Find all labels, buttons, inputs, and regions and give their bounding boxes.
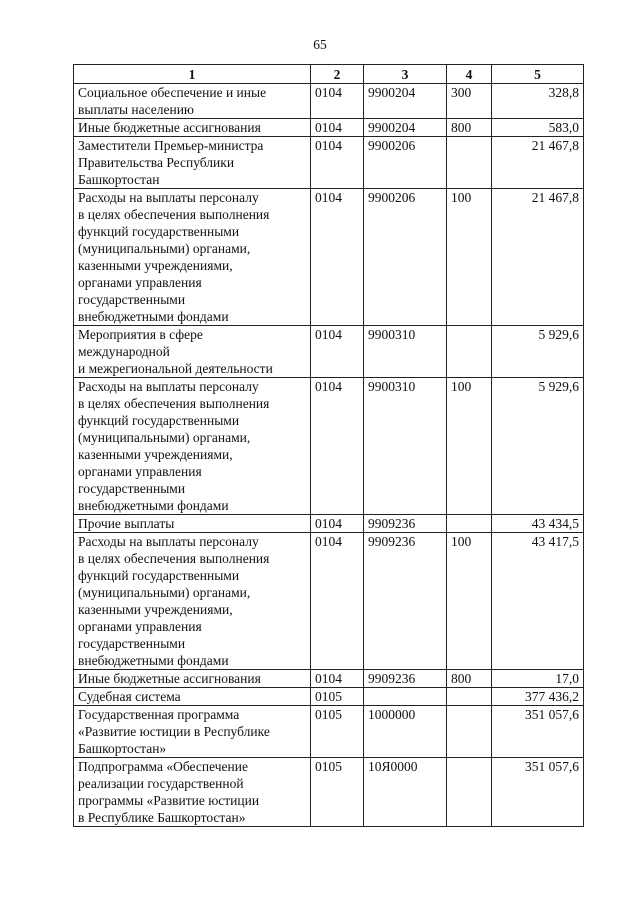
row-target-article-cell: 9900204 xyxy=(364,84,447,119)
row-name-cell: Мероприятия в сфере международной и межрегиональной деятельности xyxy=(74,326,311,378)
row-amount-cell: 328,8 xyxy=(492,84,584,119)
row-amount-cell: 583,0 xyxy=(492,119,584,137)
row-expense-type-cell xyxy=(447,706,492,758)
row-section-cell: 0104 xyxy=(311,533,364,670)
row-section-cell: 0104 xyxy=(311,119,364,137)
table-row xyxy=(74,670,584,688)
row-expense-type-cell: 800 xyxy=(447,119,492,137)
row-target-article-cell: 9900206 xyxy=(364,137,447,189)
row-section-cell: 0104 xyxy=(311,670,364,688)
row-name-cell: Заместители Премьер-министра Правительства Республики Башкортостан xyxy=(74,137,311,189)
table-row xyxy=(74,84,584,119)
row-name-cell: Расходы на выплаты персоналу в целях обеспечения выполнения функций государственными (муниципальными) органами, казенными учреждениями, органами управления государственными внебюджетными фондами xyxy=(74,378,311,515)
row-expense-type-cell xyxy=(447,758,492,827)
row-section-cell: 0104 xyxy=(311,326,364,378)
row-target-article-cell: 9900310 xyxy=(364,326,447,378)
row-amount-cell: 351 057,6 xyxy=(492,706,584,758)
table-row xyxy=(74,688,584,706)
row-amount-cell: 21 467,8 xyxy=(492,137,584,189)
table-row xyxy=(74,189,584,326)
row-section-cell: 0104 xyxy=(311,84,364,119)
row-amount-cell: 17,0 xyxy=(492,670,584,688)
row-section-cell: 0105 xyxy=(311,758,364,827)
row-amount-cell: 5 929,6 xyxy=(492,326,584,378)
row-name-cell: Расходы на выплаты персоналу в целях обеспечения выполнения функций государственными (муниципальными) органами, казенными учреждениями, органами управления государственными внебюджетными фондами xyxy=(74,533,311,670)
row-target-article-cell xyxy=(364,688,447,706)
table-row xyxy=(74,533,584,670)
table-row xyxy=(74,119,584,137)
row-target-article-cell: 9909236 xyxy=(364,515,447,533)
row-section-cell: 0105 xyxy=(311,706,364,758)
header-col-5: 5 xyxy=(492,65,584,84)
row-section-cell: 0104 xyxy=(311,378,364,515)
table-row xyxy=(74,758,584,827)
page-number: 65 xyxy=(313,37,327,52)
row-target-article-cell: 9900204 xyxy=(364,119,447,137)
row-section-cell: 0105 xyxy=(311,688,364,706)
row-name-cell: Подпрограмма «Обеспечение реализации государственной программы «Развитие юстиции в Республике Башкортостан» xyxy=(74,758,311,827)
row-name-cell: Иные бюджетные ассигнования xyxy=(74,119,311,137)
row-expense-type-cell: 100 xyxy=(447,533,492,670)
row-expense-type-cell xyxy=(447,326,492,378)
row-amount-cell: 21 467,8 xyxy=(492,189,584,326)
table-row xyxy=(74,515,584,533)
table-header-row xyxy=(74,65,584,84)
row-target-article-cell: 9900310 xyxy=(364,378,447,515)
row-amount-cell: 5 929,6 xyxy=(492,378,584,515)
row-expense-type-cell: 300 xyxy=(447,84,492,119)
header-col-2: 2 xyxy=(311,65,364,84)
row-expense-type-cell xyxy=(447,688,492,706)
row-expense-type-cell: 800 xyxy=(447,670,492,688)
header-col-4: 4 xyxy=(447,65,492,84)
table-row xyxy=(74,378,584,515)
row-section-cell: 0104 xyxy=(311,189,364,326)
row-expense-type-cell: 100 xyxy=(447,378,492,515)
row-target-article-cell: 9909236 xyxy=(364,670,447,688)
table-body xyxy=(74,84,584,827)
table-row xyxy=(74,137,584,189)
table-row xyxy=(74,326,584,378)
row-amount-cell: 43 434,5 xyxy=(492,515,584,533)
header-col-3: 3 xyxy=(364,65,447,84)
row-section-cell: 0104 xyxy=(311,137,364,189)
row-target-article-cell: 9909236 xyxy=(364,533,447,670)
row-target-article-cell: 10Я0000 xyxy=(364,758,447,827)
budget-table xyxy=(73,64,584,827)
row-expense-type-cell xyxy=(447,515,492,533)
row-name-cell: Государственная программа «Развитие юстиции в Республике Башкортостан» xyxy=(74,706,311,758)
row-name-cell: Прочие выплаты xyxy=(74,515,311,533)
row-name-cell: Социальное обеспечение и иные выплаты населению xyxy=(74,84,311,119)
row-amount-cell: 377 436,2 xyxy=(492,688,584,706)
row-expense-type-cell xyxy=(447,137,492,189)
row-target-article-cell: 1000000 xyxy=(364,706,447,758)
row-section-cell: 0104 xyxy=(311,515,364,533)
row-target-article-cell: 9900206 xyxy=(364,189,447,326)
row-name-cell: Иные бюджетные ассигнования xyxy=(74,670,311,688)
row-amount-cell: 43 417,5 xyxy=(492,533,584,670)
row-amount-cell: 351 057,6 xyxy=(492,758,584,827)
row-name-cell: Судебная система xyxy=(74,688,311,706)
row-name-cell: Расходы на выплаты персоналу в целях обеспечения выполнения функций государственными (муниципальными) органами, казенными учреждениями, органами управления государственными внебюджетными фондами xyxy=(74,189,311,326)
row-expense-type-cell: 100 xyxy=(447,189,492,326)
header-col-1: 1 xyxy=(74,65,311,84)
table-row xyxy=(74,706,584,758)
